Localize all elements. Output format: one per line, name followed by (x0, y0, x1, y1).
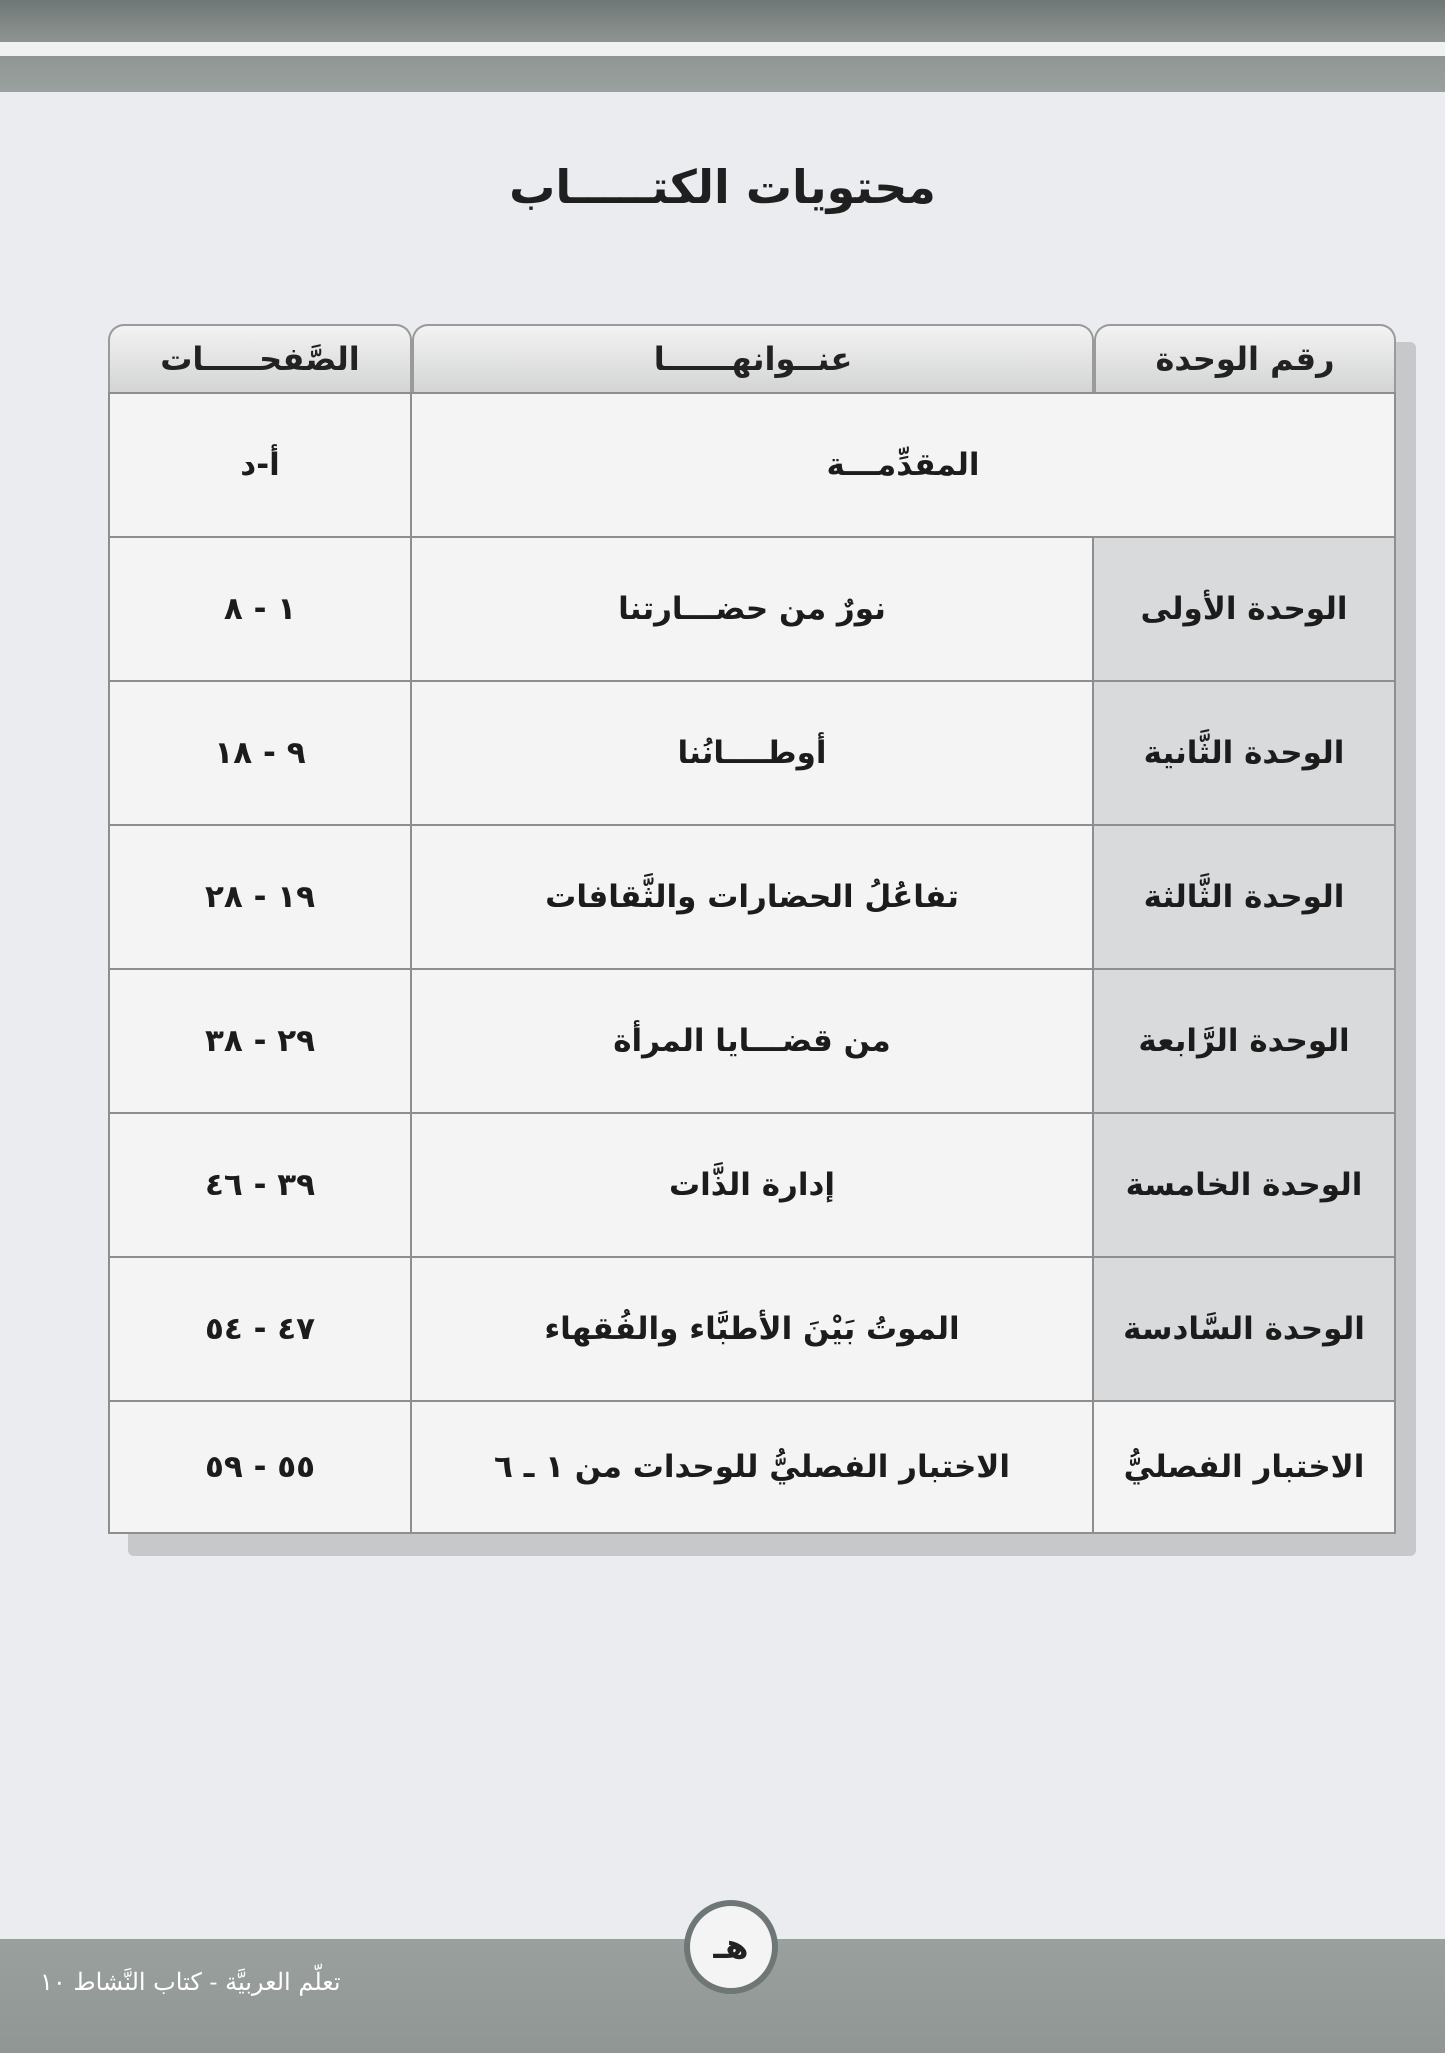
title-cell: نورٌ من حضـــارتنا (410, 538, 1094, 680)
pages-cell: ٢٩ - ٣٨ (204, 1023, 316, 1059)
unit-cell: الوحدة الثَّانية (1094, 682, 1394, 824)
table-row-intro (110, 394, 1394, 536)
pages-cell: ٩ - ١٨ (214, 735, 306, 771)
table-body (108, 392, 1396, 1534)
title-cell: من قضـــايا المرأة (410, 970, 1094, 1112)
table-row (110, 538, 1394, 680)
title-cell: أوطــــانُنا (410, 682, 1094, 824)
table-row (110, 1114, 1394, 1256)
header-title: عنــوانهــــــا (412, 324, 1094, 392)
unit-cell: الاختبار الفصليُّ (1094, 1402, 1394, 1532)
title-cell: تفاعُلُ الحضارات والثَّقافات (410, 826, 1094, 968)
title-cell: الموتُ بَيْنَ الأطبَّاء والفُقهاء (410, 1258, 1094, 1400)
contents-table (108, 324, 1396, 1534)
unit-cell: الوحدة الخامسة (1094, 1114, 1394, 1256)
page-title: محتويات الكتـــــاب (509, 160, 936, 214)
unit-cell: الوحدة الثَّالثة (1094, 826, 1394, 968)
page-marker: هـ (684, 1900, 778, 1994)
header-unit-number: رقم الوحدة (1094, 324, 1396, 392)
table-row (110, 1402, 1394, 1532)
title-cell: الاختبار الفصليُّ للوحدات من ١ ـ ٦ (410, 1402, 1094, 1532)
footer-text: تعلّم العربيَّة - كتاب النَّشاط ١٠ (40, 1968, 341, 1996)
table-row (110, 682, 1394, 824)
pages-cell: ١ - ٨ (223, 591, 297, 627)
intro-pages: أ-د (240, 447, 280, 483)
unit-cell: الوحدة الأولى (1094, 538, 1394, 680)
title-cell: إدارة الذَّات (410, 1114, 1094, 1256)
intro-title: المقدِّمـــة (410, 394, 1394, 536)
pages-cell: ١٩ - ٢٨ (204, 879, 316, 915)
table-row (110, 1258, 1394, 1400)
top-line (0, 42, 1445, 56)
header-pages: الصَّفحـــــات (108, 324, 412, 392)
table-row (110, 826, 1394, 968)
table-row (110, 970, 1394, 1112)
pages-cell: ٥٥ - ٥٩ (204, 1449, 316, 1485)
unit-cell: الوحدة الرَّابعة (1094, 970, 1394, 1112)
pages-cell: ٤٧ - ٥٤ (204, 1311, 316, 1347)
pages-cell: ٣٩ - ٤٦ (204, 1167, 316, 1203)
unit-cell: الوحدة السَّادسة (1094, 1258, 1394, 1400)
